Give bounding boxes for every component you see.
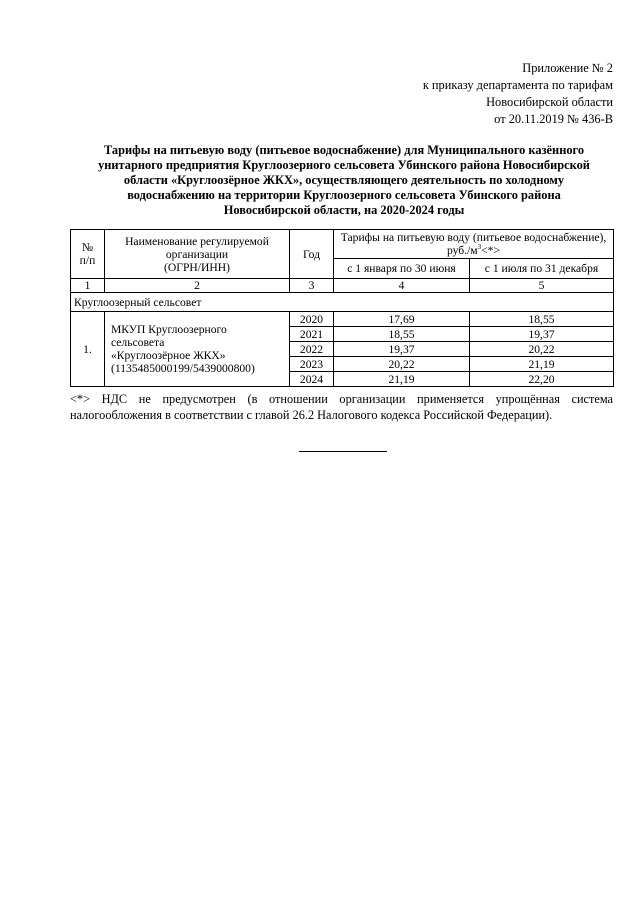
document-title xyxy=(74,143,614,218)
tariff-h1-cell: 21,19 xyxy=(334,372,470,387)
title-line: водоснабжению на территории Круглоозерного сельсовета Убинского района xyxy=(127,188,561,202)
tariff-h1-cell: 17,69 xyxy=(334,312,470,327)
tariff-table xyxy=(70,229,614,387)
appendix-block xyxy=(313,60,613,128)
header-year: Год xyxy=(290,230,334,279)
header-period-1: с 1 января по 30 июня xyxy=(334,259,470,279)
appendix-line: Приложение № 2 xyxy=(522,61,613,75)
region-name: Круглоозерный сельсовет xyxy=(71,293,614,312)
organization-name: МКУП Круглоозерного сельсовета «Круглоозёрное ЖКХ» (1135485000199/5439000800) xyxy=(105,312,290,387)
tariff-h2-cell: 20,22 xyxy=(470,342,614,357)
year-cell: 2020 xyxy=(290,312,334,327)
title-line: Тарифы на питьевую воду (питьевое водоснабжение) для Муниципального казённого xyxy=(103,143,585,157)
header-row xyxy=(71,230,614,259)
tariff-h1-cell: 19,37 xyxy=(334,342,470,357)
column-number: 5 xyxy=(470,279,614,293)
tariff-h1-cell: 18,55 xyxy=(334,327,470,342)
header-period-2: с 1 июля по 31 декабря xyxy=(470,259,614,279)
year-cell: 2021 xyxy=(290,327,334,342)
tariff-h2-cell: 22,20 xyxy=(470,372,614,387)
table-row xyxy=(71,312,614,327)
tariff-h2-cell: 18,55 xyxy=(470,312,614,327)
year-cell: 2022 xyxy=(290,342,334,357)
column-number: 2 xyxy=(105,279,290,293)
year-cell: 2023 xyxy=(290,357,334,372)
footnote: <*> НДС не предусмотрен (в отношении организации применяется упрощённая система налогообложения в соответствии с главой 26.2 Налогового кодекса Российской Федерации). xyxy=(70,392,613,422)
separator-line xyxy=(299,451,387,452)
tariff-h1-cell: 20,22 xyxy=(334,357,470,372)
appendix-line: Новосибирской области xyxy=(486,95,613,109)
appendix-line: к приказу департамента по тарифам xyxy=(422,78,613,92)
title-line: области «Круглоозёрное ЖКХ», осуществляющего деятельность по холодному xyxy=(123,173,565,187)
title-line: унитарного предприятия Круглоозерного сельсовета Убинского района Новосибирской xyxy=(98,158,590,172)
header-tariffs: Тарифы на питьевую воду (питьевое водоснабжение), $руб./м^3<*>$ xyxy=(334,230,614,259)
year-cell: 2024 xyxy=(290,372,334,387)
column-number: 4 xyxy=(334,279,470,293)
header-organization: Наименование регулируемой организации (ОГРН/ИНН) xyxy=(105,230,290,279)
appendix-line: от 20.11.2019 № 436-В xyxy=(494,112,613,126)
column-number: 3 xyxy=(290,279,334,293)
column-numbers-row xyxy=(71,279,614,293)
region-row xyxy=(71,293,614,312)
row-number: 1. xyxy=(71,312,105,387)
title-line: Новосибирской области, на 2020-2024 годы xyxy=(223,203,465,217)
header-number: № п/п xyxy=(71,230,105,279)
column-number: 1 xyxy=(71,279,105,293)
tariff-h2-cell: 19,37 xyxy=(470,327,614,342)
tariff-h2-cell: 21,19 xyxy=(470,357,614,372)
